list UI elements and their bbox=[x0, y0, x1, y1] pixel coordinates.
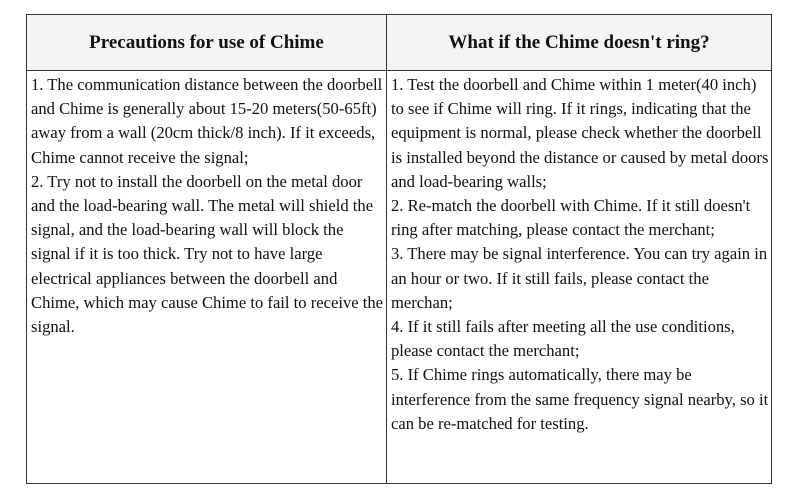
troubleshooting-item-3: 3. There may be signal interference. You can try again in an hour or two. If it still fails, please contact the merchan; bbox=[391, 244, 768, 312]
precautions-header bbox=[27, 15, 387, 71]
troubleshooting-header bbox=[387, 15, 771, 71]
precautions-header-text: Precautions for use of Chime bbox=[89, 31, 324, 53]
troubleshooting-item-5: 5. If Chime rings automatically, there may be interference from the same frequency signal nearby, so it can be re-matched for testing. bbox=[391, 365, 769, 433]
troubleshooting-item-4: 4. If it still fails after meeting all the use conditions, please contact the merchant; bbox=[391, 317, 735, 361]
precautions-cell bbox=[27, 71, 387, 483]
troubleshooting-item-2: 2. Re-match the doorbell with Chime. If it still doesn't ring after matching, please contact the merchant; bbox=[391, 196, 751, 240]
troubleshooting-header-text: What if the Chime doesn't ring? bbox=[448, 31, 710, 53]
chime-info-table bbox=[26, 14, 772, 484]
precaution-item-1: 1. The communication distance between the doorbell and Chime is generally about 15-20 meters(50-65ft) away from a wall (20cm thick/8 inch). If it exceeds, Chime cannot receive the signal; bbox=[31, 75, 383, 167]
troubleshooting-cell bbox=[387, 71, 771, 483]
troubleshooting-item-1: 1. Test the doorbell and Chime within 1 meter(40 inch) to see if Chime will ring. If it rings, indicating that the equipment is normal, please check whether the doorbell is installed beyond the distance or caused by metal doors and load-bearing walls; bbox=[391, 75, 769, 191]
precaution-item-2: 2. Try not to install the doorbell on the metal door and the load-bearing wall. The metal will shield the signal, and the load-bearing wall will block the signal if it is too thick. Try not to have large electrical appliances between the doorbell and Chime, which may cause Chime to fail to receive the signal. bbox=[31, 171, 384, 337]
